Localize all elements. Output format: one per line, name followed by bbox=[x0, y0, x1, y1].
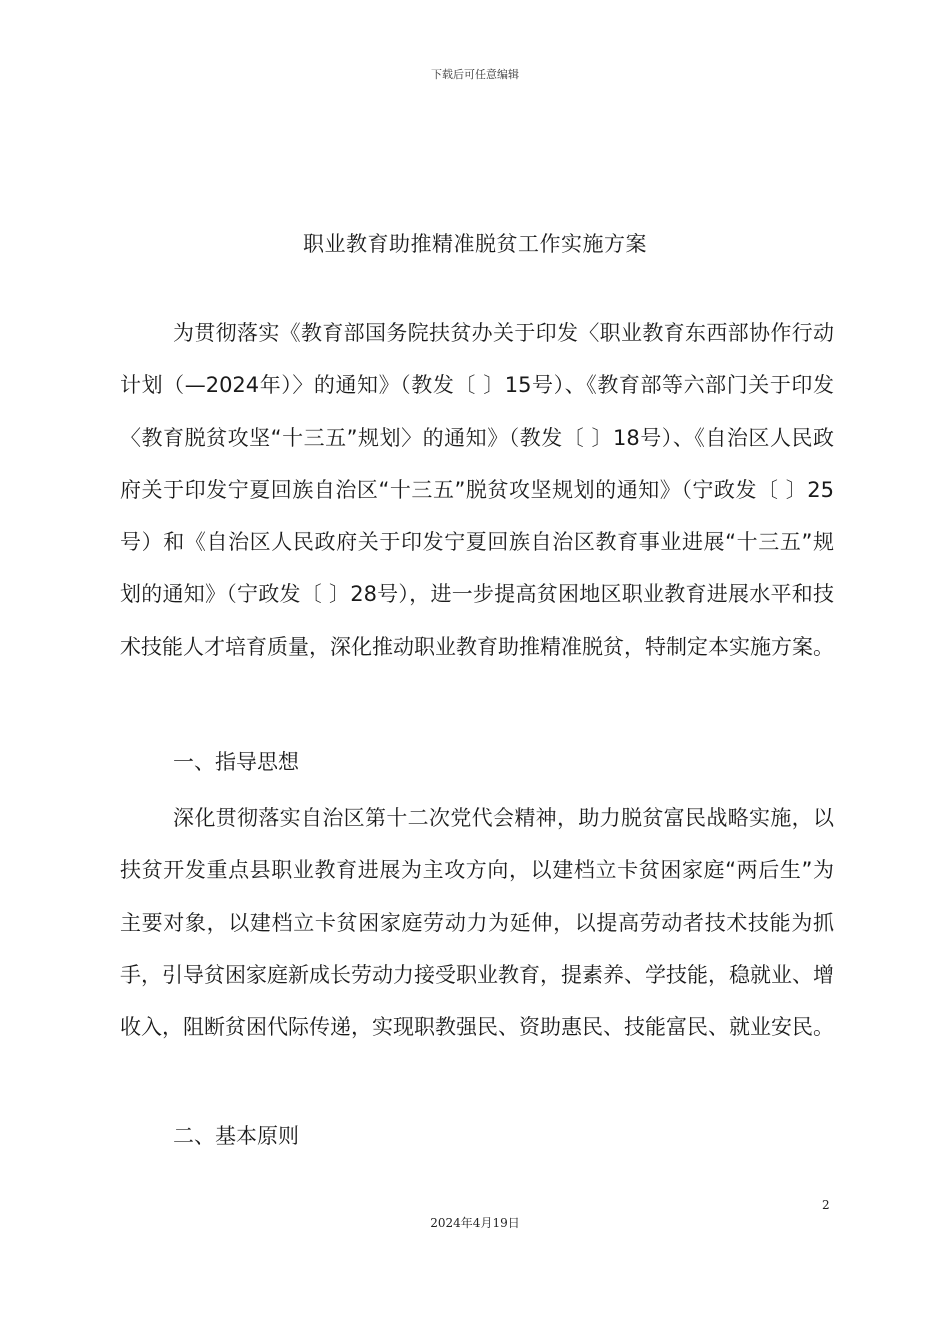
body-paragraph-intro bbox=[120, 307, 834, 673]
paragraph-text: 深化贯彻落实自治区第十二次党代会精神，助力脱贫富民战略实施，以扶贫开发重点县职业教育进展为主攻方向，以建档立卡贫困家庭“两后生”为主要对象，以建档立卡贫困家庭劳动力为延伸，以提高劳动者技术技能为抓手，引导贫困家庭新成长劳动力接受职业教育，提素养、学技能，稳就业、增收入，阻断贫困代际传递，实现职教强民、资助惠民、技能富民、就业安民。 bbox=[120, 806, 834, 1040]
paragraph-text: 为贯彻落实《教育部国务院扶贫办关于印发〈职业教育东西部协作行动计划（—2024年）〉的通知》（教发〔 〕15号）、《教育部等六部门关于印发〈教育脱贫攻坚“十三五”规划〉的通知》（教发〔 〕18号）、《自治区人民政府关于印发宁夏回族自治区“十三五”脱贫攻坚规划的通知》（宁政发〔 〕25号）和《自治区人民政府关于印发宁夏回族自治区教育事业进展“十三五”规划的通知》（宁政发〔 〕28号），进一步提高贫困地区职业教育进展水平和技术技能人才培育质量，深化推动职业教育助推精准脱贫，特制定本实施方案。 bbox=[120, 321, 834, 659]
section-heading-guiding-thought: 一、指导思想 bbox=[173, 750, 299, 774]
body-paragraph-guiding-thought bbox=[120, 792, 834, 1053]
document-title: 职业教育助推精准脱贫工作实施方案 bbox=[303, 232, 647, 256]
footer-date: 2024年4月19日 bbox=[430, 1216, 520, 1230]
header-note: 下载后可任意编辑 bbox=[431, 68, 519, 81]
section-heading-basic-principles: 二、基本原则 bbox=[173, 1124, 299, 1148]
page-number: 2 bbox=[822, 1198, 830, 1212]
